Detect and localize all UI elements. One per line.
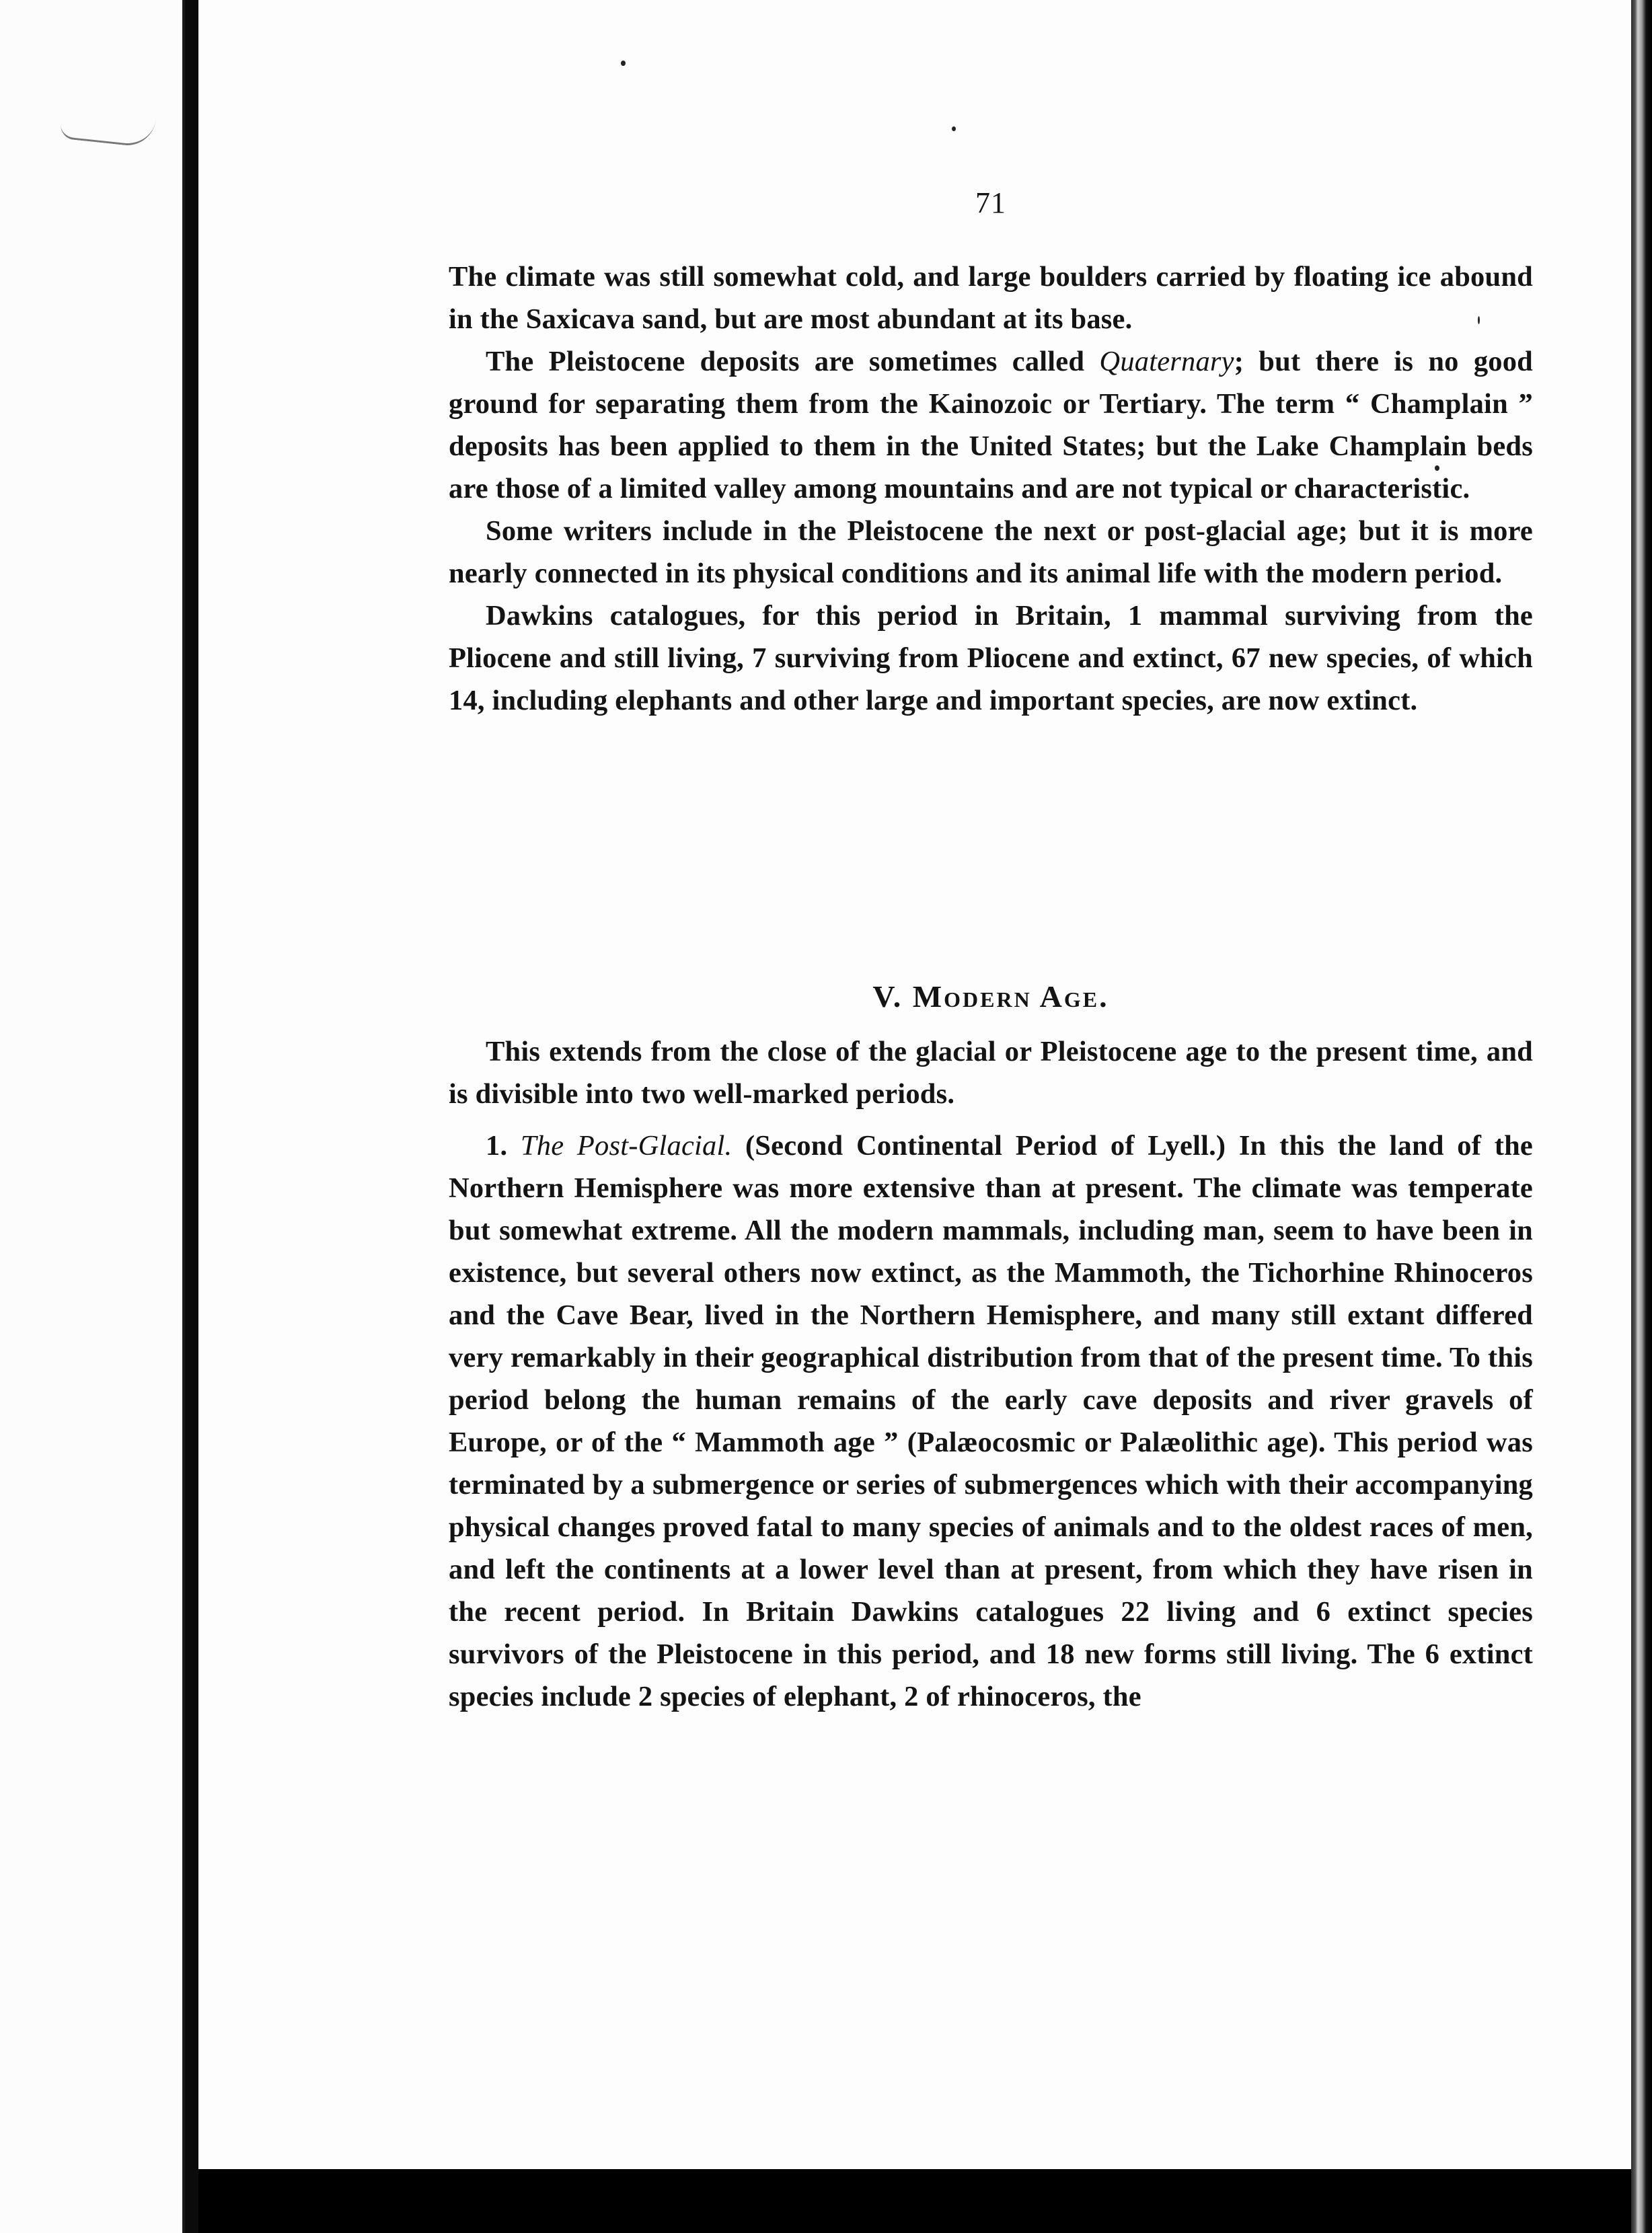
page-stack-edge xyxy=(1631,0,1652,2233)
page-curl-mark xyxy=(59,110,156,148)
dust-speck xyxy=(621,61,626,66)
italic-term-quaternary: Quaternary xyxy=(1099,346,1234,377)
paragraph-post-glacial xyxy=(449,1125,1533,1718)
italic-title-post-glacial: The Post-Glacial. xyxy=(520,1130,733,1162)
paragraph-rest: ; but there is no good ground for separating them from the Kainozoic or Tertiary. The term “ Champlain ” deposits has been applied to them in the United States; but the Lake Champlain beds are those of a limited valley among mountains and are not typical or characteristic. xyxy=(449,346,1534,504)
paragraph-dawkins-catalogue: Dawkins catalogues, for this period in Britain, 1 mammal surviving from the Pliocene and still living, 7 surviving from Pliocene and extinct, 67 new species, of which 14, including elephants and other large and important species, are now extinct. xyxy=(449,600,1533,716)
modern-age-text-block xyxy=(449,1030,1533,1718)
book-gutter xyxy=(185,0,198,2233)
item-number: 1. xyxy=(486,1130,521,1162)
paragraph-modern-intro: This extends from the close of the glacial or Pleistocene age to the present time, and is divisible into two well-marked periods. xyxy=(449,1036,1533,1110)
paragraph-pleistocene-deposits xyxy=(449,340,1533,510)
previous-page-edge xyxy=(0,0,185,2233)
section-heading: V. Modern Age. xyxy=(872,979,1109,1014)
paragraph-post-glacial-note: Some writers include in the Pleistocene the next or post-glacial age; but it is more nearly connected in its physical conditions and its animal life with the modern period. xyxy=(449,515,1533,589)
dust-speck xyxy=(952,126,956,131)
post-glacial-text: (Second Continental Period of Lyell.) In this the land of the Northern Hemisphere was more extensive than at present. The climate was temperate but somewhat extreme. All the modern mammals, including man, seem to have been in existence, but several others now extinct, as the Mammoth, the Tichorhine Rhinoceros and the Cave Bear, lived in the Northern Hemisphere, and many still extant differed very remarkably in their geographical distribution from that of the present time. To this period belong the human remains of the early cave deposits and river gravels of Europe, or of the “ Mammoth age ” (Palæocosmic or Palæolithic age). This period was terminated by a submergence or series of submergences which with their accompanying physical changes proved fatal to many species of animals and to the oldest races of men, and left the continents at a lower level than at present, from which they have risen in the recent period. In Britain Dawkins catalogues 22 living and 6 extinct species survivors of the Pleistocene in this period, and 18 new forms still living. The 6 extinct species include 2 species of elephant, 2 of rhinoceros, the xyxy=(449,1130,1533,1712)
book-page xyxy=(198,0,1631,2169)
pleistocene-text-block xyxy=(449,256,1533,722)
page-number: 71 xyxy=(975,186,1006,219)
scan-bottom-border xyxy=(198,2169,1631,2233)
paragraph-climate: The climate was still somewhat cold, and large boulders carried by floating ice abound in the Saxicava sand, but are most abundant at its base. xyxy=(449,261,1533,335)
paragraph-lead: The Pleistocene deposits are sometimes called xyxy=(486,346,1100,377)
